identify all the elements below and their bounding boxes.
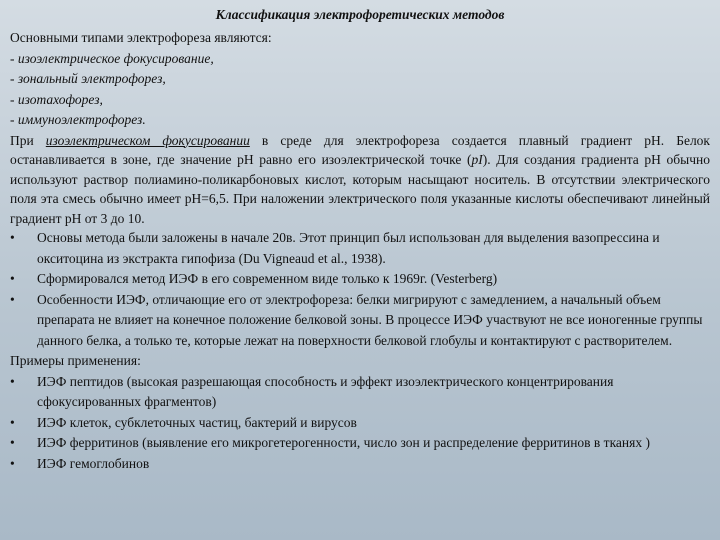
para-term: изоэлектрическом фокусировании xyxy=(45,132,250,148)
list-item xyxy=(10,269,710,290)
type-item: - иммуноэлектрофорез. xyxy=(10,112,146,127)
para-pre: При xyxy=(10,132,46,148)
slide-title: Классификация электрофоретических методов xyxy=(215,7,505,22)
bullet-icon: • xyxy=(10,414,15,430)
type-item: - зональный электрофорез, xyxy=(10,71,166,86)
list-item xyxy=(10,372,710,413)
intro-text: Основными типами электрофореза являются: xyxy=(10,30,272,45)
list-item xyxy=(10,290,710,352)
list-item-text: Особенности ИЭФ, отличающие его от электрофореза: белки мигрируют с замедлением, а начальный объем препарата не влияет на конечное положение белковой зоны. В процессе ИЭФ участвуют не все ионогенные группы данного белка, а только те, которые лежат на поверхности белковой глобулы и контактируют с растворителем. xyxy=(37,291,703,348)
list-item-text: Сформировался метод ИЭФ в его современном виде только к 1969г. (Vesterberg) xyxy=(37,271,498,287)
bullet-icon: • xyxy=(10,271,15,287)
list-item xyxy=(10,454,710,475)
list-item-text: ИЭФ клеток, субклеточных частиц, бактерий и вирусов xyxy=(37,414,357,430)
list-item xyxy=(10,413,710,434)
list-item-text: Основы метода были заложены в начале 20в. Этот принцип был использован для выделения вазопрессина и окситоцина из экстракта гипофиза (Du Vigneaud et al., 1938). xyxy=(37,230,660,266)
list-item-text: ИЭФ пептидов (высокая разрешающая способность и эффект изоэлектрического концентрирования сфокусированных фрагментов) xyxy=(37,373,614,410)
list-item-text: ИЭФ гемоглобинов xyxy=(37,455,150,471)
type-item: - изотахофорез, xyxy=(10,91,103,107)
type-item: - изоэлектрическое фокусирование, xyxy=(10,50,214,66)
list-item-text: ИЭФ ферритинов (выявление его микрогетерогенности, число зон и распределение ферритинов в тканях ) xyxy=(37,435,650,451)
examples-label: Примеры применения: xyxy=(10,353,141,369)
para-mid: в среде для электрофореза создается плавный градиент рН. Белок останавливается в зоне, где значение рН равно его изоэлектрической точке ( xyxy=(10,132,710,168)
para-post: ). Для создания градиента рН обычно используют раствор полиамино-поликарбоновых кислот, которым насыщают носитель. В отсутствии электрического поля эта смесь обычно имеет рН=6,5. При наложении электрического поля указанные кислоты обеспечивают линейный градиент рН от 3 до 10. xyxy=(10,152,710,226)
bullet-icon: • xyxy=(10,435,15,451)
para-pi: pI xyxy=(471,152,483,168)
list-item xyxy=(10,433,710,454)
bullet-icon: • xyxy=(10,230,15,246)
bullet-icon: • xyxy=(10,455,15,471)
bullet-icon: • xyxy=(10,291,15,307)
ief-paragraph xyxy=(10,131,710,229)
list-item xyxy=(10,228,710,269)
bullet-icon: • xyxy=(10,373,15,389)
